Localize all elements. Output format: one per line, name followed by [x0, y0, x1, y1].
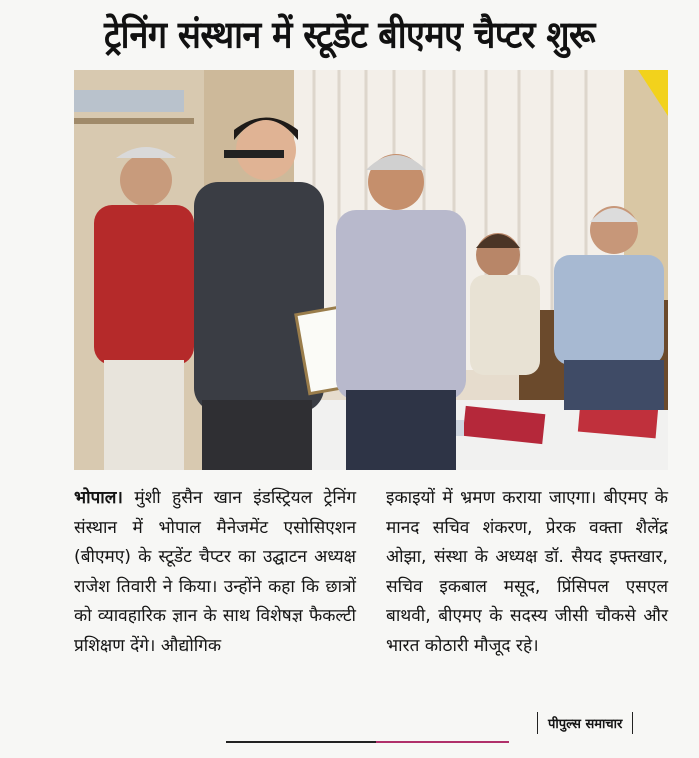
dateline: भोपाल। [74, 488, 123, 508]
article-body [74, 484, 668, 734]
source-tag [527, 711, 643, 735]
news-photo [74, 70, 668, 470]
article-text-left: मुंशी हुसैन खान इंडस्ट्रियल ट्रेनिंग संस्थान में भोपाल मैनेजमेंट एसोसिएशन (बीएमए) के स्टूडेंट चैप्टर का उद्घाटन अध्यक्ष राजेश तिवारी ने किया। उन्होंने कहा कि छात्रों को व्यावहारिक ज्ञान के साथ विशेषज्ञ फैकल्टी प्रशिक्षण देंगे। औद्योगिक [74, 488, 356, 656]
source-divider-right [632, 712, 633, 734]
bottom-rule-accent [376, 741, 509, 743]
source-name: पीपुल्स समाचार [548, 717, 623, 732]
article-text-right: इकाइयों में भ्रमण कराया जाएगा। बीएमए के मानद सचिव शंकरण, प्रेरक वक्ता शैलेंद्र ओझा, संस्था के अध्यक्ष डॉ. सैयद इफ्तखार, सचिव इकबाल मसूद, प्रिंसिपल एसएल बाथवी, बीएमए के सदस्य जीसी चौकसे और भारत कोठारी मौजूद रहे। [386, 488, 668, 656]
source-divider-left [537, 712, 538, 734]
bottom-rule-dark [226, 741, 378, 743]
article-column-right [386, 484, 668, 662]
headline: ट्रेनिंग संस्थान में स्टूडेंट बीएमए चैप्टर शुरू [104, 13, 595, 58]
article-column-left [74, 484, 356, 662]
